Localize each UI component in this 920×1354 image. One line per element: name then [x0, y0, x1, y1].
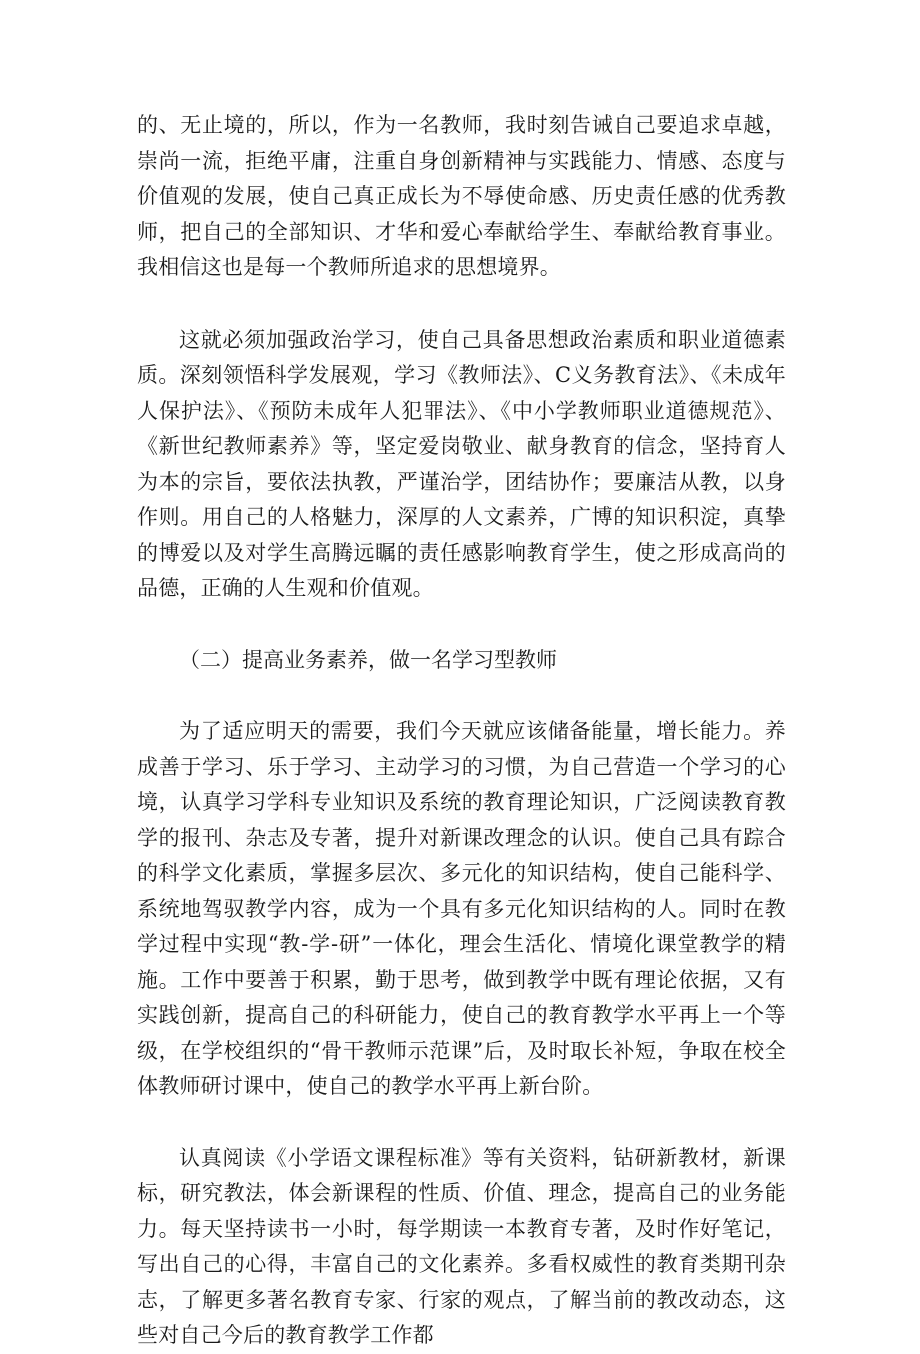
paragraph-reading: 认真阅读《小学语文课程标准》等有关资料，钻研新教材，新课标，研究教法，体会新课程的性质、价值、理念，提高自己的业务能力。每天坚持读书一小时，每学期读一本教育专著，及时作好笔记，写出自己的心得，丰富自己的文化素养。多看权威性的教育类期刊杂志，了解更多著名教育专家、行家的观点，了解当前的教改动态，这些对自己今后的教育教学工作都: [137, 1145, 786, 1347]
paragraph-continuation: 的、无止境的，所以，作为一名教师，我时刻告诫自己要追求卓越，崇尚一流，拒绝平庸，注重自身创新精神与实践能力、情感、态度与价值观的发展，使自己真正成长为不辱使命感、历史责任感的优秀教师，把自己的全部知识、才华和爱心奉献给学生、奉献给教育事业。我相信这也是每一个教师所追求的思想境界。: [137, 113, 786, 279]
paragraph-learning-teacher: 为了适应明天的需要，我们今天就应该储备能量，增长能力。养成善于学习、乐于学习、主动学习的习惯，为自己营造一个学习的心境，认真学习学科专业知识及系统的教育理论知识，广泛阅读教育教学的报刊、杂志及专著，提升对新课改理念的认识。使自己具有踪合的科学文化素质，掌握多层次、多元化的知识结构，使自己能科学、系统地驾驭教学内容，成为一个具有多元化知识结构的人。同时在教学过程中实现“教-学-研”一体化，理会生活化、情境化课堂教学的精施。工作中要善于积累，勤于思考，做到教学中既有理论依据，又有实践创新，提高自己的科研能力，使自己的教育教学水平再上一个等级，在学校组织的“骨干教师示范课”后，及时取长补短，争取在校全体教师研讨课中，使自己的教学水平再上新台阶。: [137, 719, 786, 1098]
paragraph-political-study: 这就必须加强政治学习，使自己具备思想政治素质和职业道德素质。深刻领悟科学发展观，学习《教师法》、C义务教育法》、《未成年人保护法》、《预防未成年人犯罪法》、《中小学教师职业道德规范》、《新世纪教师素养》等，坚定爱岗敬业、献身教育的信念，坚持育人为本的宗旨，要依法执教，严谨治学，团结协作；要廉洁从教，以身作则。用自己的人格魅力，深厚的人文素养，广博的知识积淀，真挚的博爱以及对学生高腾远瞩的责任感影响教育学生，使之形成高尚的品德，正确的人生观和价值观。: [137, 327, 786, 600]
section-heading: （二）提高业务素养，做一名学习型教师: [179, 647, 557, 672]
